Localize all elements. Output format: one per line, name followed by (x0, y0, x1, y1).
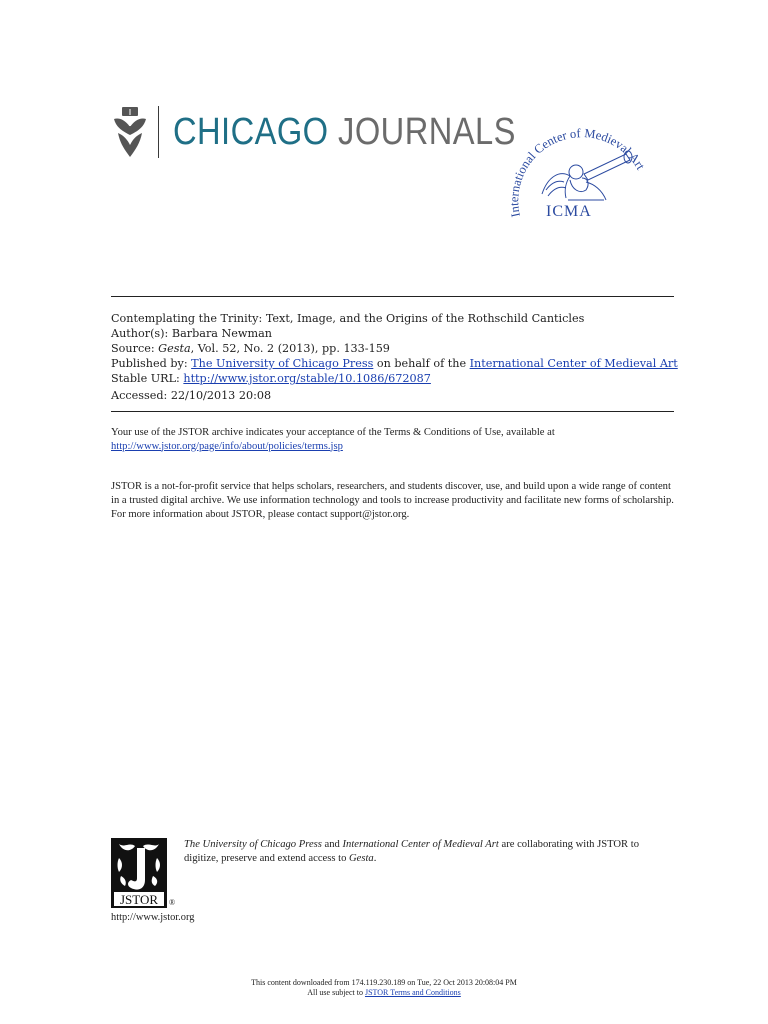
article-title: Contemplating the Trinity: Text, Image, and the Origins of the Rothschild Canticles (111, 312, 585, 325)
jstor-logo-text: JSTOR (119, 892, 159, 907)
wordmark-chicago: CHICAGO (173, 111, 329, 153)
collab-publisher: The University of Chicago Press (184, 839, 322, 850)
published-line: Published by: The University of Chicago Press on behalf of the International Center of Medieval Art (111, 357, 678, 370)
chicago-journals-wordmark (173, 113, 516, 151)
organization-link[interactable]: International Center of Medieval Art (469, 357, 678, 370)
chicago-journals-logo (110, 104, 572, 160)
icma-arc-text: International Center of Medieval Art (507, 126, 648, 219)
source-line: Source: Gesta, Vol. 52, No. 2 (2013), pp. 133-159 (111, 342, 390, 355)
collaboration-statement: The University of Chicago Press and International Center of Medieval Art are collaborating with JSTOR to digitize, preserve and extend access to Gesta. (184, 839, 639, 864)
citation-block (111, 311, 678, 386)
author-name: Barbara Newman (171, 327, 272, 340)
chicago-journals-emblem-icon (110, 105, 150, 159)
logo-divider (158, 106, 159, 158)
wordmark-journals: JOURNALS (338, 111, 516, 153)
publisher-link[interactable]: The University of Chicago Press (191, 357, 374, 370)
download-footer (0, 978, 768, 998)
terms-notice (111, 426, 674, 453)
accessed-date: Accessed: 22/10/2013 20:08 (111, 389, 272, 402)
stable-url-link[interactable]: http://www.jstor.org/stable/10.1086/672087 (183, 372, 431, 385)
stable-url-line: Stable URL: http://www.jstor.org/stable/10.1086/672087 (111, 372, 431, 385)
about-jstor-text: JSTOR is a not-for-profit service that helps scholars, researchers, and students discover, use, and build upon a wide range of content in a trusted digital archive. We use information technology and tools to increase productivity and facilitate new forms of scholarship. For more information about JSTOR, please contact support@jstor.org. (111, 481, 674, 520)
collab-organization: International Center of Medieval Art (342, 839, 499, 850)
download-info: This content downloaded from 174.119.230.189 on Tue, 22 Oct 2013 20:08:04 PM (251, 978, 517, 987)
terms-text: Your use of the JSTOR archive indicates your acceptance of the Terms & Conditions of Use, available at (111, 427, 555, 438)
registered-mark: ® (169, 898, 176, 907)
author-line: Author(s): Barbara Newman (111, 327, 272, 340)
jstor-logo (111, 838, 167, 908)
icma-abbrev: ICMA (546, 203, 592, 220)
source-journal: Gesta (158, 342, 191, 355)
middle-rule (111, 411, 674, 412)
terms-footer-line: All use subject to JSTOR Terms and Conditions (307, 988, 461, 997)
top-rule (111, 296, 674, 297)
collab-journal: Gesta (349, 852, 374, 864)
icma-logo (506, 124, 654, 224)
jstor-terms-link[interactable]: JSTOR Terms and Conditions (364, 988, 461, 997)
angel-icon (542, 151, 632, 200)
jstor-url: http://www.jstor.org (111, 912, 195, 923)
terms-link[interactable]: http://www.jstor.org/page/info/about/policies/terms.jsp (111, 440, 343, 452)
